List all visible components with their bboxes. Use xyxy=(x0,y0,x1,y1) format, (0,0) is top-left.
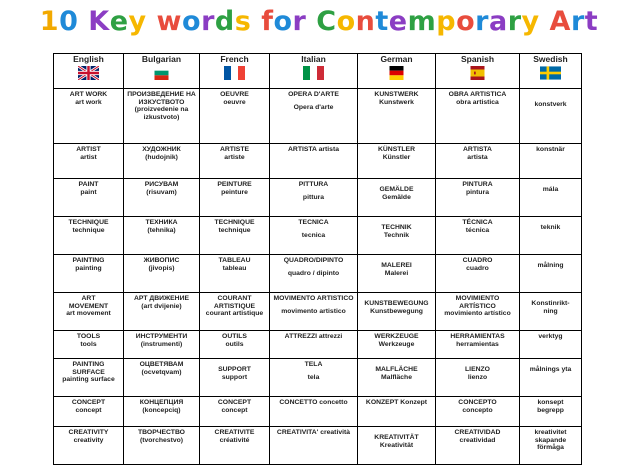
table-cell xyxy=(358,331,436,359)
cell-text: ЖИВОПИС xyxy=(143,257,180,264)
table-cell xyxy=(54,217,124,255)
cell-text: tools xyxy=(80,340,97,348)
cell-text: support xyxy=(221,373,248,381)
table-cell xyxy=(436,359,520,397)
table-cell xyxy=(520,331,582,359)
cell-text: Opera d'arte xyxy=(293,103,334,111)
cell-text: ARTISTA xyxy=(463,146,492,153)
cell-text: Künstler xyxy=(382,153,411,161)
cell-text: CONCEPT xyxy=(71,399,106,406)
cell-text: OBRA ARTISTICA xyxy=(448,91,507,98)
cell-text: TECNICA xyxy=(298,219,329,226)
table-cell xyxy=(358,179,436,217)
cell-text: Kreativität xyxy=(379,441,414,449)
cell-text: artiste xyxy=(224,153,245,161)
table-cell xyxy=(124,427,200,465)
title-letter: w xyxy=(156,6,182,37)
table-cell xyxy=(200,293,270,331)
table-cell xyxy=(358,144,436,179)
table-cell xyxy=(358,89,436,144)
table-cell xyxy=(200,427,270,465)
cell-text: ART xyxy=(81,295,96,302)
cell-text: KREATIVITÄT xyxy=(374,434,419,441)
cell-text: concepto xyxy=(462,406,493,414)
cell-text: (ocvetqvam) xyxy=(141,368,182,376)
table-row xyxy=(54,217,582,255)
es-flag-icon xyxy=(467,66,488,80)
title-letter: r xyxy=(507,6,522,37)
language-header xyxy=(358,54,436,89)
table-cell xyxy=(54,293,124,331)
cell-text: TABLEAU xyxy=(218,257,251,264)
title-letter: d xyxy=(214,6,235,37)
cell-text: artista xyxy=(467,153,488,161)
cell-text: MOVEMENT xyxy=(68,302,109,310)
se-flag-icon xyxy=(540,66,561,80)
uk-flag-icon xyxy=(78,66,99,80)
cell-text: ПРОИЗВЕДЕНИЕ НА ИЗКУСТВОТО xyxy=(127,91,196,106)
cell-text: TECHNIQUE xyxy=(68,219,109,226)
cell-text: TELA xyxy=(304,361,323,368)
cell-text: (koncepciq) xyxy=(142,406,181,414)
table-row xyxy=(54,359,582,397)
table-row xyxy=(54,293,582,331)
language-header xyxy=(54,54,124,89)
title-letter: K xyxy=(88,6,110,37)
cell-text: kreativitet xyxy=(534,429,567,436)
language-name: Swedish xyxy=(533,54,568,64)
cell-text: ART WORK xyxy=(69,91,108,98)
table-cell xyxy=(124,397,200,427)
cell-text: paint xyxy=(80,188,97,196)
table-cell xyxy=(436,293,520,331)
cell-text: TECHNIQUE xyxy=(214,219,255,226)
table-cell xyxy=(54,179,124,217)
table-cell xyxy=(358,359,436,397)
title-letter: a xyxy=(488,6,508,37)
cell-text: (risuvam) xyxy=(146,188,177,196)
table-cell xyxy=(200,89,270,144)
cell-text: créativité xyxy=(219,436,250,444)
cell-text: painting surface xyxy=(62,376,115,384)
table-cell xyxy=(54,331,124,359)
title-letter: t xyxy=(584,6,599,37)
table-cell xyxy=(270,293,358,331)
title-letter: y xyxy=(128,6,147,37)
table-cell xyxy=(124,89,200,144)
title-letter: s xyxy=(234,6,252,37)
cell-text: mála xyxy=(542,186,559,193)
table-row xyxy=(54,89,582,144)
cell-text: ОЦВЕТЯВАМ xyxy=(139,361,184,368)
cell-text: Malerei xyxy=(384,269,409,277)
cell-text: konstnär xyxy=(536,146,565,153)
cell-text: CONCEPT xyxy=(217,399,252,406)
title-letter xyxy=(251,6,261,37)
cell-text: painting xyxy=(75,264,102,272)
cell-text: CREATIVITY xyxy=(68,429,109,436)
cell-text: KONZEPT Konzept xyxy=(365,399,428,406)
title-letter xyxy=(147,6,157,37)
cell-text: outils xyxy=(225,340,244,348)
table-cell xyxy=(200,144,270,179)
cell-text: ТЕХНИКА xyxy=(145,219,178,226)
table-cell xyxy=(436,144,520,179)
table-cell xyxy=(270,179,358,217)
table-row xyxy=(54,331,582,359)
cell-text: CREATIVIDAD xyxy=(454,429,501,436)
language-header xyxy=(270,54,358,89)
cell-text: Technik xyxy=(383,231,410,239)
cell-text: TÉCNICA xyxy=(462,219,493,226)
page-title xyxy=(0,6,638,37)
table-cell xyxy=(436,89,520,144)
cell-text: (art dvijenie) xyxy=(141,302,182,310)
title-letter: e xyxy=(388,6,408,37)
table-cell xyxy=(520,217,582,255)
cell-text: ATTREZZI attrezzi xyxy=(284,333,343,340)
table-cell xyxy=(124,359,200,397)
cell-text: tableau xyxy=(222,264,247,272)
cell-text: creatividad xyxy=(459,436,496,444)
cell-text: OEUVRE xyxy=(220,91,249,98)
cell-text: concept xyxy=(75,406,102,414)
cell-text: PAINTING xyxy=(72,257,105,264)
bg-flag-icon xyxy=(151,66,172,80)
language-header xyxy=(520,54,582,89)
title-letter xyxy=(540,6,550,37)
title-letter: f xyxy=(261,6,274,37)
language-name: English xyxy=(73,54,104,64)
cell-text: ИНСТРУМЕНТИ xyxy=(135,333,188,340)
cell-text: ARTISTE xyxy=(219,146,250,153)
cell-text: tela xyxy=(307,373,320,381)
cell-text: ARTÍSTICO xyxy=(459,302,496,310)
table-cell xyxy=(358,293,436,331)
cell-text: CONCETTO concetto xyxy=(279,399,348,406)
table-cell xyxy=(358,427,436,465)
table-cell xyxy=(436,217,520,255)
cell-text: technique xyxy=(218,226,251,234)
title-letter: 1 xyxy=(39,6,60,37)
cell-text: tecnica xyxy=(301,231,326,239)
cell-text: SUPPORT xyxy=(218,366,251,373)
table-cell xyxy=(124,217,200,255)
table-cell xyxy=(200,179,270,217)
cell-text: АРТ ДВИЖЕНИЕ xyxy=(133,295,190,302)
title-letter: n xyxy=(355,6,376,37)
cell-text: konstverk xyxy=(534,101,567,108)
header-row xyxy=(54,54,582,89)
cell-text: WERKZEUGE xyxy=(374,333,419,340)
cell-text: KUNSTBEWEGUNG xyxy=(364,300,429,307)
table-cell xyxy=(200,331,270,359)
cell-text: QUADRO/DIPINTO xyxy=(283,257,344,264)
title-letter: e xyxy=(109,6,129,37)
table-cell xyxy=(520,397,582,427)
cell-text: OPERA D'ARTE xyxy=(288,91,339,98)
title-letter: A xyxy=(549,6,571,37)
cell-text: PAINT xyxy=(78,181,99,188)
table-cell xyxy=(270,217,358,255)
table-cell xyxy=(200,359,270,397)
cell-text: PINTURA xyxy=(462,181,493,188)
cell-text: MALFLÄCHE xyxy=(375,366,418,373)
cell-text: skapande xyxy=(534,436,567,444)
title-letter: o xyxy=(336,6,356,37)
table-cell xyxy=(436,397,520,427)
table-cell xyxy=(270,331,358,359)
title-letter: y xyxy=(521,6,540,37)
cell-text: técnica xyxy=(465,226,490,234)
language-name: German xyxy=(380,54,413,64)
language-name: Italian xyxy=(301,54,326,64)
title-letter: t xyxy=(375,6,389,37)
table-cell xyxy=(270,144,358,179)
title-letter: o xyxy=(456,6,476,37)
title-letter: r xyxy=(475,6,489,37)
title-letter: r xyxy=(292,6,307,37)
table-cell xyxy=(270,89,358,144)
cell-text: (hudojnik) xyxy=(145,153,178,161)
cell-text: ARTISTIQUE xyxy=(213,302,256,310)
table-row xyxy=(54,179,582,217)
cell-text: (tvorchestvo) xyxy=(139,436,184,444)
cell-text: art work xyxy=(75,98,102,106)
cell-text: technique xyxy=(72,226,105,234)
table-row xyxy=(54,397,582,427)
table-cell xyxy=(54,255,124,293)
vocabulary-table xyxy=(53,53,582,465)
cell-text: MOVIMIENTO xyxy=(455,295,500,302)
cell-text: LIENZO xyxy=(465,366,490,373)
table-cell xyxy=(54,397,124,427)
cell-text: Kunstwerk xyxy=(379,98,414,106)
table-cell xyxy=(436,427,520,465)
cell-text: COURANT xyxy=(217,295,252,302)
table-cell xyxy=(520,144,582,179)
table-cell xyxy=(54,144,124,179)
cell-text: (instrumenti) xyxy=(140,340,183,348)
cell-text: (proizvedenie na izkustvoto) xyxy=(134,106,189,121)
cell-text: Konstinrikt- xyxy=(531,300,570,307)
cell-text: CREATIVITE xyxy=(214,429,255,436)
title-letter: p xyxy=(436,6,457,37)
table-cell xyxy=(520,255,582,293)
title-letter xyxy=(306,6,316,37)
fr-flag-icon xyxy=(224,66,245,80)
cell-text: ARTIST xyxy=(76,146,101,153)
table-cell xyxy=(124,293,200,331)
table-cell xyxy=(270,359,358,397)
cell-text: HERRAMIENTAS xyxy=(450,333,505,340)
cell-text: SURFACE xyxy=(72,368,105,376)
cell-text: Werkzeuge xyxy=(378,340,415,348)
table-cell xyxy=(358,255,436,293)
cell-text: lienzo xyxy=(467,373,488,381)
cell-text: konsept xyxy=(537,399,564,406)
table-cell xyxy=(358,397,436,427)
cell-text: oeuvre xyxy=(223,98,246,106)
cell-text: CUADRO xyxy=(462,257,493,264)
cell-text: art movement xyxy=(66,310,111,318)
cell-text: MALEREI xyxy=(381,262,412,269)
table-row xyxy=(54,144,582,179)
table-cell xyxy=(436,331,520,359)
cell-text: förmåga xyxy=(537,444,564,452)
table-cell xyxy=(124,179,200,217)
language-name: Spanish xyxy=(460,54,495,64)
table-cell xyxy=(520,89,582,144)
cell-text: MOVIMENTO ARTISTICO xyxy=(273,295,354,302)
cell-text: herramientas xyxy=(456,340,499,348)
cell-text: KUNSTWERK xyxy=(374,91,419,98)
cell-text: PITTURA xyxy=(298,181,329,188)
it-flag-icon xyxy=(303,66,324,80)
cell-text: KÜNSTLER xyxy=(377,146,415,153)
table-cell xyxy=(520,179,582,217)
cell-text: courant artistique xyxy=(205,310,264,318)
cell-text: TECHNIK xyxy=(381,224,412,231)
cell-text: movimiento artístico xyxy=(444,310,511,318)
table-cell xyxy=(436,255,520,293)
cell-text: Gemälde xyxy=(382,193,411,201)
title-letter: r xyxy=(570,6,585,37)
language-header xyxy=(200,54,270,89)
language-name: Bulgarian xyxy=(141,54,182,64)
cell-text: movimento artistico xyxy=(281,307,346,315)
language-header xyxy=(436,54,520,89)
table-row xyxy=(54,427,582,465)
title-letter: o xyxy=(182,6,202,37)
table-cell xyxy=(270,255,358,293)
cell-text: CONCEPTO xyxy=(458,399,497,406)
cell-text: ТВОРЧЕСТВО xyxy=(138,429,185,436)
de-flag-icon xyxy=(386,66,407,80)
cell-text: TOOLS xyxy=(76,333,101,340)
cell-text: PAINTING xyxy=(72,361,105,368)
title-letter: m xyxy=(407,6,437,37)
cell-text: КОНЦЕПЦИЯ xyxy=(139,399,184,406)
cell-text: peinture xyxy=(221,188,248,196)
title-letter: 0 xyxy=(59,6,79,37)
cell-text: GEMÄLDE xyxy=(379,186,414,193)
table-cell xyxy=(200,255,270,293)
table-cell xyxy=(520,427,582,465)
table-cell xyxy=(200,397,270,427)
table-cell xyxy=(200,217,270,255)
cell-text: OUTILS xyxy=(222,333,247,340)
cell-text: concept xyxy=(221,406,248,414)
cell-text: (jivopis) xyxy=(148,264,175,272)
table-cell xyxy=(270,397,358,427)
table-cell xyxy=(124,331,200,359)
table-cell xyxy=(436,179,520,217)
table-cell xyxy=(520,293,582,331)
cell-text: РИСУВАМ xyxy=(144,181,179,188)
cell-text: pintura xyxy=(465,188,490,196)
cell-text: obra artistica xyxy=(456,98,499,106)
title-letter xyxy=(78,6,88,37)
cell-text: pittura xyxy=(302,193,325,201)
cell-text: målning xyxy=(537,262,564,269)
cell-text: quadro / dipinto xyxy=(287,269,340,277)
cell-text: Kunstbewegung xyxy=(370,307,423,315)
cell-text: cuadro xyxy=(466,264,489,272)
table-cell xyxy=(124,255,200,293)
table-cell xyxy=(520,359,582,397)
cell-text: artist xyxy=(80,153,97,161)
language-name: French xyxy=(220,54,249,64)
table-cell xyxy=(124,144,200,179)
cell-text: PEINTURE xyxy=(217,181,252,188)
title-letter: r xyxy=(201,6,215,37)
table-row xyxy=(54,255,582,293)
cell-text: (tehnika) xyxy=(147,226,176,234)
table-cell xyxy=(54,427,124,465)
cell-text: ning xyxy=(543,307,558,315)
cell-text: teknik xyxy=(540,224,561,231)
cell-text: ХУДОЖНИК xyxy=(142,146,181,153)
title-letter: C xyxy=(316,6,337,37)
cell-text: verktyg xyxy=(538,333,563,340)
cell-text: målnings yta xyxy=(529,366,572,373)
cell-text: creativity xyxy=(73,436,104,444)
title-letter: o xyxy=(273,6,293,37)
cell-text: ARTISTA artista xyxy=(288,146,339,153)
cell-text: Malfläche xyxy=(381,373,412,381)
table-cell xyxy=(270,427,358,465)
cell-text: CREATIVITA' creatività xyxy=(276,429,351,436)
table-cell xyxy=(54,359,124,397)
language-header xyxy=(124,54,200,89)
cell-text: begrepp xyxy=(537,406,564,414)
table-cell xyxy=(358,217,436,255)
table-cell xyxy=(54,89,124,144)
